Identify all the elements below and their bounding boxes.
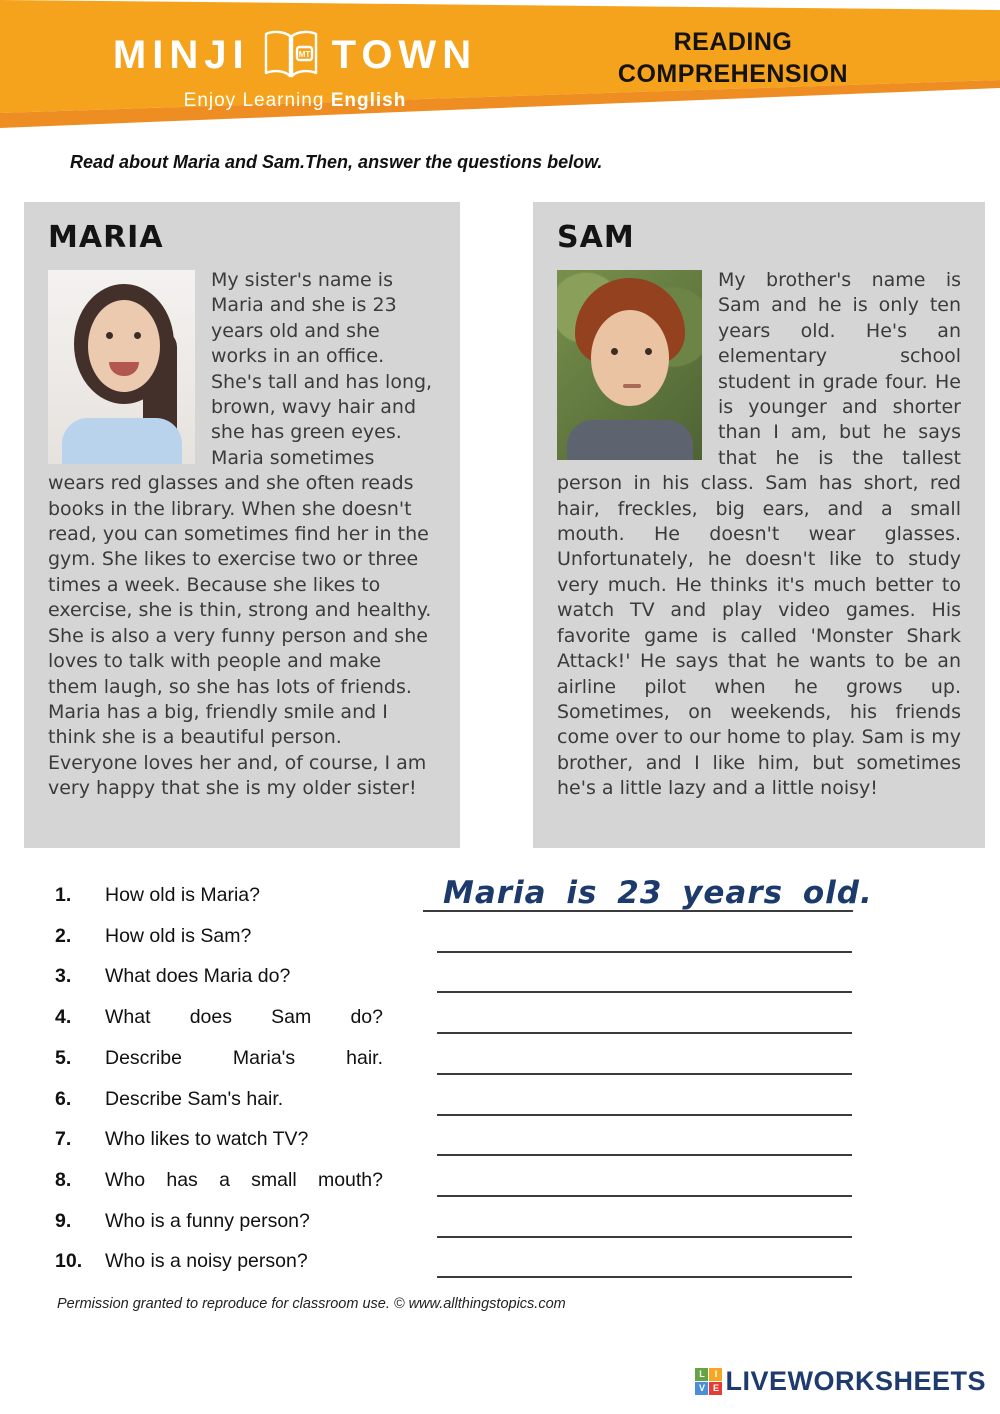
open-book-icon <box>260 28 322 82</box>
question-text: How old is Maria? <box>105 884 260 906</box>
maria-eye-shape <box>134 332 141 339</box>
liveworksheets-wordmark: LIVEWORKSHEETS <box>725 1366 986 1396</box>
question-row <box>0 1047 1000 1087</box>
tagline-bold: English <box>330 90 407 111</box>
question-row <box>0 875 1000 924</box>
page-title <box>583 26 883 90</box>
maria-card <box>24 202 460 848</box>
brand-tagline <box>95 90 495 112</box>
question-row <box>0 1250 1000 1290</box>
maria-shirt-shape <box>62 418 182 464</box>
answer-line[interactable] <box>437 1250 852 1278</box>
maria-face-shape <box>88 300 160 392</box>
sam-mouth-shape <box>623 384 641 388</box>
question-text: Who is a funny person? <box>105 1210 310 1232</box>
question-number: 5. <box>55 1047 72 1069</box>
question-number: 2. <box>55 925 72 947</box>
logo-square-v: V <box>695 1382 708 1395</box>
question-number: 10. <box>55 1250 83 1272</box>
answer-line[interactable] <box>437 1128 852 1156</box>
sam-card-text <box>557 268 961 802</box>
question-number: 3. <box>55 965 72 987</box>
maria-eye-shape <box>106 332 113 339</box>
sam-photo <box>557 270 702 460</box>
sam-eye-shape <box>645 348 652 355</box>
brand-name-right: TOWN <box>331 33 478 77</box>
question-text: Who likes to watch TV? <box>105 1128 309 1150</box>
answer-line[interactable] <box>423 875 873 912</box>
sam-eye-shape <box>611 348 618 355</box>
brand-name-left: MINJI <box>112 33 250 77</box>
question-row <box>0 1128 1000 1168</box>
question-number: 4. <box>55 1006 72 1028</box>
question-row <box>0 1210 1000 1250</box>
question-text: Who has a small mouth? <box>105 1169 383 1191</box>
answer-line[interactable] <box>437 965 852 993</box>
page-title-line1: READING <box>673 28 793 56</box>
sam-card-title: SAM <box>557 220 635 255</box>
question-text: What does Maria do? <box>105 965 291 987</box>
answer-line[interactable] <box>437 1210 852 1238</box>
answer-line[interactable] <box>437 1006 852 1034</box>
question-number: 9. <box>55 1210 72 1232</box>
question-number: 7. <box>55 1128 72 1150</box>
question-text: Describe Maria's hair. <box>105 1047 383 1069</box>
sam-face-shape <box>591 310 669 406</box>
question-text: Describe Sam's hair. <box>105 1088 284 1110</box>
maria-card-text <box>48 268 436 802</box>
handwritten-answer: Maria is 23 years old. <box>443 875 873 911</box>
logo-square-i: I <box>709 1368 722 1381</box>
tagline-prefix: Enjoy Learning <box>183 90 331 111</box>
brand-logo <box>95 28 495 112</box>
answer-line[interactable] <box>437 1047 852 1075</box>
question-number: 6. <box>55 1088 72 1110</box>
sam-paragraph: My brother's name is Sam and he is only ten years old. He's an elementary school student in grade four. He is younger and shorter than I am, but he says that he is the tallest person in his class. Sam has short, red hair, freckles, big ears, and a small mouth. He doesn't wear glasses. Unfortunately, he doesn't like to study very much. He thinks it's much better to watch TV and play video games. His favorite game is called 'Monster Shark Attack!' He says that he wants to be an airline pilot when he grows up. Sometimes, on weekends, his friends come over to our home to play. Sam is my brother, and I like him, but sometimes he's a little lazy and a little noisy! <box>557 269 961 800</box>
question-row <box>0 925 1000 965</box>
maria-paragraph: My sister's name is Maria and she is 23 years old and she works in an office. She's tall and has long, brown, wavy hair and she has green eyes. Maria sometimes wears red glasses and she often reads books in the library. When she doesn't read, you can sometimes find her in the gym. She likes to exercise two or three times a week. Because she likes to exercise, she is thin, strong and healthy. She is also a very funny person and she loves to talk with people and make them laugh, so she has lots of friends. Maria has a big, friendly smile and I think she is a beautiful person. Everyone loves her and, of course, I am very happy that she is my older sister! <box>48 269 433 800</box>
answer-line[interactable] <box>437 1088 852 1116</box>
logo-square-l: L <box>695 1368 708 1381</box>
question-row <box>0 1169 1000 1209</box>
sam-card <box>533 202 985 848</box>
answer-line[interactable] <box>437 1169 852 1197</box>
page-title-line2: COMPREHENSION <box>617 60 849 88</box>
instruction-text: Read about Maria and Sam.Then, answer the questions below. <box>70 152 603 172</box>
liveworksheets-logo <box>695 1368 986 1395</box>
question-number: 1. <box>55 884 72 906</box>
question-row <box>0 1006 1000 1046</box>
maria-photo <box>48 270 195 464</box>
question-row <box>0 1088 1000 1128</box>
question-text: How old is Sam? <box>105 925 252 947</box>
book-label: MT <box>298 50 310 59</box>
maria-card-title: MARIA <box>48 220 164 255</box>
sam-shirt-shape <box>567 420 693 460</box>
answer-line[interactable] <box>437 925 852 953</box>
question-text: What does Sam do? <box>105 1006 383 1028</box>
question-text: Who is a noisy person? <box>105 1250 308 1272</box>
liveworksheets-squares-icon <box>695 1368 722 1395</box>
permission-note: Permission granted to reproduce for classroom use. © www.allthingstopics.com <box>57 1296 566 1312</box>
logo-square-e: E <box>709 1382 722 1395</box>
question-row <box>0 965 1000 1005</box>
question-number: 8. <box>55 1169 72 1191</box>
